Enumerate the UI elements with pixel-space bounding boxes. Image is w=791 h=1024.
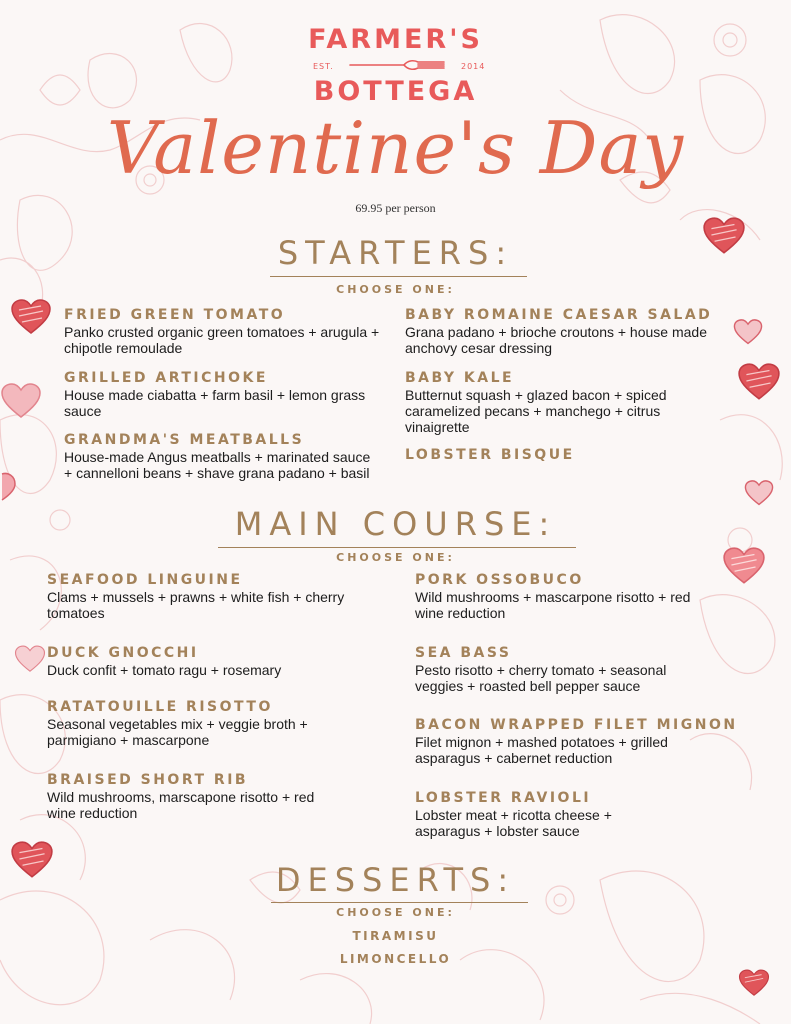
item-description: Pesto risotto + cherry tomato + seasonal veggies + roasted bell pepper sauce <box>415 662 667 694</box>
main-course-choose-one: CHOOSE ONE: <box>336 551 455 564</box>
heart-icon <box>722 546 766 586</box>
item-name: SEAFOOD LINGUINE <box>47 572 243 588</box>
item-name: GRILLED ARTICHOKE <box>64 370 268 386</box>
heart-icon <box>738 968 770 998</box>
item-description: Filet mignon + mashed potatoes + grilled asparagus + cabernet reduction <box>415 734 668 766</box>
heart-icon <box>10 298 52 336</box>
item-description: Butternut squash + glazed bacon + spiced caramelized pecans + manchego + citrus vinaigrette <box>405 387 667 435</box>
main-course-title: MAIN COURSE: <box>234 505 557 543</box>
starter-item <box>405 370 710 435</box>
main-item <box>47 572 367 621</box>
item-description: House made ciabatta + farm basil + lemon grass sauce <box>64 387 366 419</box>
dessert-item: LIMONCELLO <box>339 952 452 966</box>
heart-icon <box>744 478 774 508</box>
item-name: BABY ROMAINE CAESAR SALAD <box>405 307 713 323</box>
main-item <box>47 772 337 821</box>
item-name: GRANDMA'S MEATBALLS <box>64 432 305 448</box>
starter-item <box>64 370 384 419</box>
heart-icon <box>0 470 18 502</box>
brand-name-line2: BOTTEGA <box>313 76 478 107</box>
item-description: Lobster meat + ricotta cheese + asparagus + lobster sauce <box>415 807 612 839</box>
main-course-divider <box>218 547 576 548</box>
main-item <box>415 572 715 621</box>
starter-item <box>64 307 384 356</box>
main-item <box>415 645 715 694</box>
starter-item <box>405 307 725 356</box>
starters-choose-one: CHOOSE ONE: <box>336 283 455 296</box>
main-item <box>415 717 738 766</box>
item-name: BACON WRAPPED FILET MIGNON <box>415 717 738 733</box>
item-name: BRAISED SHORT RIB <box>47 772 249 788</box>
brand-name-line1: FARMER'S <box>308 24 483 55</box>
main-item <box>47 699 367 748</box>
heart-icon <box>733 318 763 346</box>
item-name: FRIED GREEN TOMATO <box>64 307 286 323</box>
brand-est-label: EST. <box>313 62 334 71</box>
desserts-title: DESSERTS: <box>275 861 516 899</box>
heart-icon <box>737 362 781 402</box>
starters-title: STARTERS: <box>277 234 514 272</box>
item-name: DUCK GNOCCHI <box>47 645 199 661</box>
item-name: RATATOUILLE RISOTTO <box>47 699 273 715</box>
item-description: Wild mushrooms + mascarpone risotto + red wine reduction <box>415 589 691 621</box>
main-item <box>415 790 665 839</box>
headline: Valentine's Day <box>106 106 685 190</box>
main-item <box>47 645 367 678</box>
item-description: Duck confit + tomato ragu + rosemary <box>47 662 282 678</box>
item-name: SEA BASS <box>415 645 512 661</box>
item-description: Panko crusted organic green tomatoes + arugula + chipotle remoulade <box>64 324 380 356</box>
starters-divider <box>270 276 527 277</box>
heart-icon <box>10 840 54 880</box>
item-name: LOBSTER RAVIOLI <box>415 790 592 806</box>
heart-icon <box>702 216 746 256</box>
desserts-choose-one: CHOOSE ONE: <box>336 906 455 919</box>
starter-item <box>405 447 710 463</box>
item-description: Grana padano + brioche croutons + house made anchovy cesar dressing <box>405 324 707 356</box>
item-name: PORK OSSOBUCO <box>415 572 584 588</box>
heart-icon <box>0 382 42 420</box>
heart-icon <box>14 644 46 674</box>
item-name: BABY KALE <box>405 370 515 386</box>
brand-year-label: 2014 <box>461 62 486 71</box>
fork-icon <box>344 57 448 73</box>
desserts-divider <box>271 902 528 903</box>
price-per-person: 69.95 per person <box>355 201 436 215</box>
dessert-item: TIRAMISU <box>352 929 439 943</box>
item-description: Wild mushrooms, marscapone risotto + red wine reduction <box>47 789 315 821</box>
item-description: Seasonal vegetables mix + veggie broth + parmigiano + mascarpone <box>47 716 308 748</box>
starter-item <box>64 432 380 481</box>
item-name: LOBSTER BISQUE <box>405 447 575 463</box>
item-description: Clams + mussels + prawns + white fish + cherry tomatoes <box>47 589 345 621</box>
item-description: House-made Angus meatballs + marinated sauce + cannelloni beans + shave grana padano + basil <box>64 449 371 481</box>
